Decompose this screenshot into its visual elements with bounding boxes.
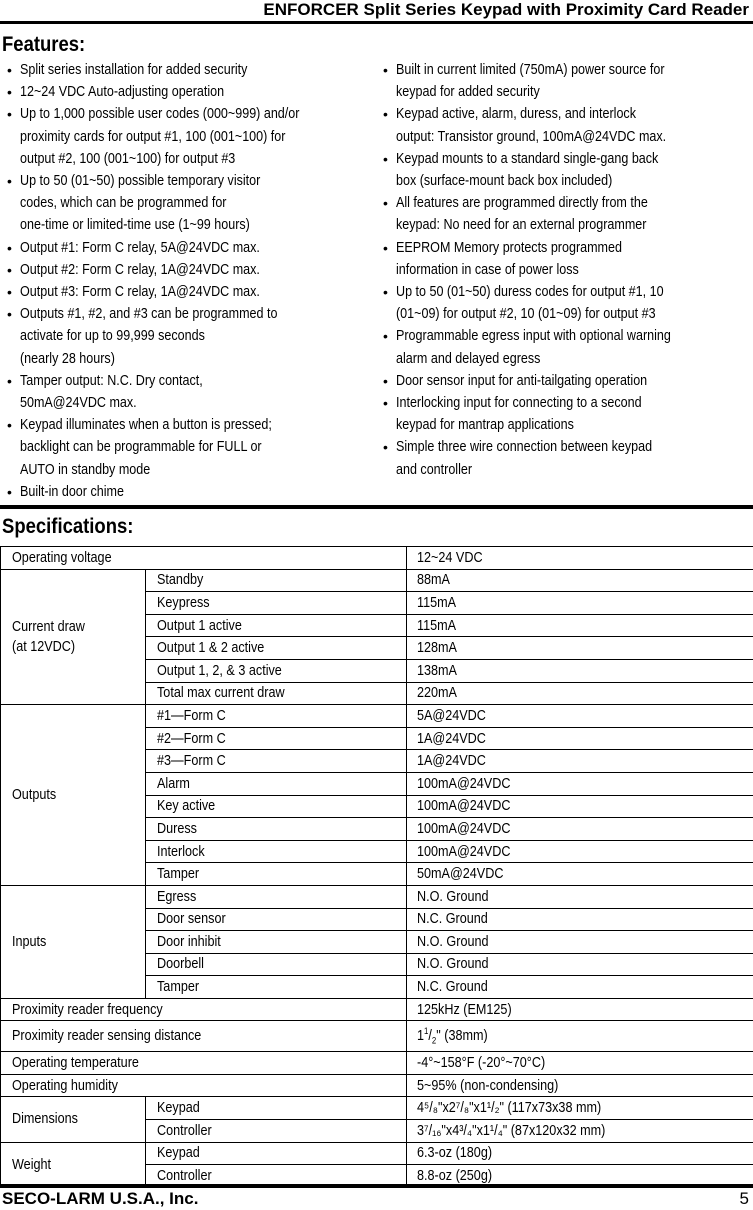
feature-item: • Keypad illuminates when a button is pressed; backlight can be programmable for FULL or AUTO in standby mode [10, 414, 370, 481]
feature-item: • Door sensor input for anti-tailgating operation [386, 370, 746, 392]
spec-item: Total max current draw [146, 682, 407, 705]
spec-item: Interlock [146, 840, 407, 863]
feature-item: • Up to 50 (01~50) possible temporary visitor codes, which can be programmed for one-time or limited-time use (1~99 hours) [10, 170, 370, 237]
spec-item: #2—Form C [146, 727, 407, 750]
spec-value: N.O. Ground [407, 953, 753, 976]
spec-item: Door sensor [146, 908, 407, 931]
spec-label: Operating temperature [1, 1052, 407, 1075]
spec-value: 115mA [407, 614, 753, 637]
feature-item: • Programmable egress input with optional warning alarm and delayed egress [386, 325, 746, 369]
feature-item: • EEPROM Memory protects programmed information in case of power loss [386, 237, 746, 281]
company-name: SECO-LARM U.S.A., Inc. [2, 1189, 199, 1208]
spec-value: N.C. Ground [407, 908, 753, 931]
spec-item: #1—Form C [146, 705, 407, 728]
feature-item: • Split series installation for added security [10, 59, 370, 81]
spec-item: Tamper [146, 863, 407, 886]
spec-item: Alarm [146, 772, 407, 795]
spec-group-label: Inputs [1, 885, 146, 998]
spec-value: -4°~158°F (-20°~70°C) [407, 1052, 753, 1075]
table-row [1, 705, 753, 728]
feature-item: • Keypad active, alarm, duress, and interlock output: Transistor ground, 100mA@24VDC max. [386, 103, 746, 147]
feature-item: • Tamper output: N.C. Dry contact, 50mA@24VDC max. [10, 370, 370, 414]
spec-item: Tamper [146, 976, 407, 999]
table-row [1, 547, 753, 570]
spec-value: N.O. Ground [407, 885, 753, 908]
feature-item: • Keypad mounts to a standard single-gang back box (surface-mount back box included) [386, 148, 746, 192]
spec-group-label: Dimensions [1, 1097, 146, 1142]
feature-item: • All features are programmed directly from the keypad: No need for an external programmer [386, 192, 746, 236]
table-row [1, 885, 753, 908]
spec-item: Keypress [146, 592, 407, 615]
spec-item: Egress [146, 885, 407, 908]
spec-item: Keypad [146, 1142, 407, 1165]
page-title: ENFORCER Split Series Keypad with Proximity Card Reader [263, 0, 749, 19]
features-left-column [10, 59, 370, 503]
spec-group-label: Weight [1, 1142, 146, 1187]
spec-item: Duress [146, 818, 407, 841]
feature-item: • Up to 1,000 possible user codes (000~999) and/or proximity cards for output #1, 100 (001~100) for output #2, 100 (001~100) for output #3 [10, 103, 370, 170]
spec-item: Controller [146, 1119, 407, 1142]
spec-value: 12~24 VDC [407, 547, 753, 570]
spec-value: $1^1/_2$" (38mm) [407, 1021, 753, 1052]
feature-item: • Output #1: Form C relay, 5A@24VDC max. [10, 237, 370, 259]
spec-item: Output 1 & 2 active [146, 637, 407, 660]
section-divider [0, 505, 753, 509]
feature-item: • Interlocking input for connecting to a second keypad for mantrap applications [386, 392, 746, 436]
page-header [0, 0, 753, 24]
feature-item: • Outputs #1, #2, and #3 can be programmed to activate for up to 99,999 seconds (nearly 28 hours) [10, 303, 370, 370]
spec-value: 100mA@24VDC [407, 840, 753, 863]
feature-item: • Built-in door chime [10, 481, 370, 503]
table-row [1, 1097, 753, 1120]
specifications-heading: Specifications: [2, 515, 134, 538]
spec-value: 5A@24VDC [407, 705, 753, 728]
table-row [1, 1052, 753, 1075]
spec-value: 115mA [407, 592, 753, 615]
spec-value: 88mA [407, 569, 753, 592]
spec-item: Keypad [146, 1097, 407, 1120]
table-row [1, 569, 753, 592]
spec-value: 1A@24VDC [407, 750, 753, 773]
spec-value: 5~95% (non-condensing) [407, 1074, 753, 1097]
spec-label: Operating humidity [1, 1074, 407, 1097]
spec-value: 125kHz (EM125) [407, 998, 753, 1021]
specifications-table [0, 546, 753, 1188]
spec-item: Controller [146, 1165, 407, 1188]
spec-value: N.O. Ground [407, 931, 753, 954]
spec-group-label: Current draw (at 12VDC) [1, 569, 146, 705]
spec-value: 50mA@24VDC [407, 863, 753, 886]
feature-item: • 12~24 VDC Auto-adjusting operation [10, 81, 370, 103]
spec-label: Proximity reader sensing distance [1, 1021, 407, 1052]
spec-label: Operating voltage [1, 547, 407, 570]
spec-value: 128mA [407, 637, 753, 660]
spec-value: 138mA [407, 659, 753, 682]
spec-item: Door inhibit [146, 931, 407, 954]
feature-item: • Simple three wire connection between keypad and controller [386, 436, 746, 480]
page-number: 5 [739, 1189, 749, 1208]
feature-item: • Output #3: Form C relay, 1A@24VDC max. [10, 281, 370, 303]
spec-value: N.C. Ground [407, 976, 753, 999]
features-heading: Features: [2, 33, 86, 56]
feature-item: • Built in current limited (750mA) power source for keypad for added security [386, 59, 746, 103]
spec-value: 220mA [407, 682, 753, 705]
spec-item: Doorbell [146, 953, 407, 976]
page-footer [0, 1184, 753, 1210]
spec-item: #3—Form C [146, 750, 407, 773]
table-row [1, 1142, 753, 1165]
spec-value: 8.8-oz (250g) [407, 1165, 753, 1188]
spec-item: Output 1, 2, & 3 active [146, 659, 407, 682]
spec-group-label: Outputs [1, 705, 146, 886]
spec-item: Output 1 active [146, 614, 407, 637]
features-section [0, 59, 753, 504]
spec-value: 1A@24VDC [407, 727, 753, 750]
table-row [1, 1021, 753, 1052]
table-row [1, 1074, 753, 1097]
feature-item: • Up to 50 (01~50) duress codes for output #1, 10 (01~09) for output #2, 10 (01~09) for output #3 [386, 281, 746, 325]
spec-value: 3⁷/₁₆"x4³/₄"x1¹/₄" (87x120x32 mm) [407, 1119, 753, 1142]
spec-label: Proximity reader frequency [1, 998, 407, 1021]
spec-value: 4⁵/₈"x2⁷/₈"x1¹/₂" (117x73x38 mm) [407, 1097, 753, 1120]
spec-value: 6.3-oz (180g) [407, 1142, 753, 1165]
feature-item: • Output #2: Form C relay, 1A@24VDC max. [10, 259, 370, 281]
table-row [1, 998, 753, 1021]
spec-value: 100mA@24VDC [407, 772, 753, 795]
spec-value: 100mA@24VDC [407, 818, 753, 841]
features-right-column [386, 59, 746, 481]
spec-item: Standby [146, 569, 407, 592]
spec-item: Key active [146, 795, 407, 818]
spec-value: 100mA@24VDC [407, 795, 753, 818]
